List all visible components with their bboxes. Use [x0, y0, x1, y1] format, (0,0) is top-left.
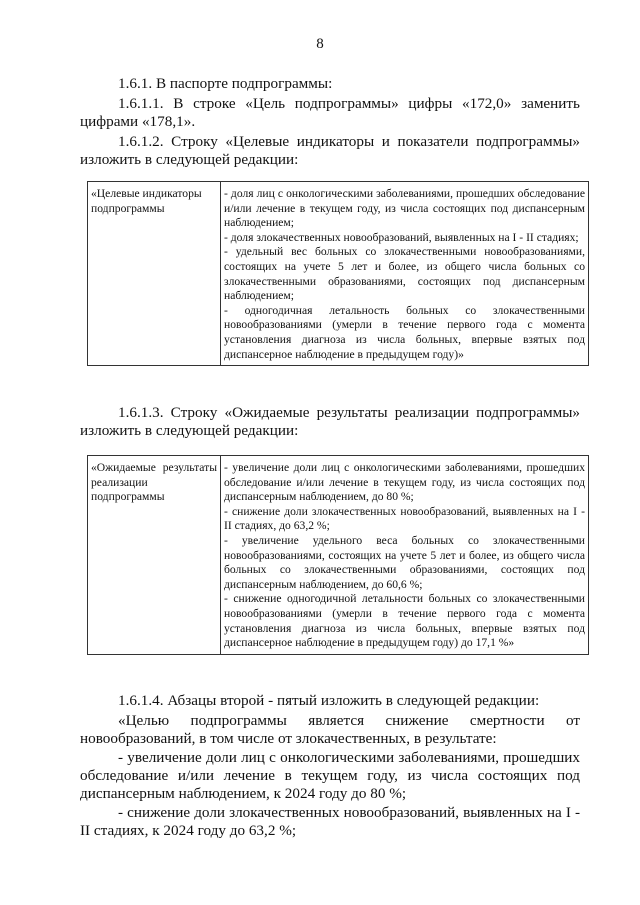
list-item: - увеличение доли лиц с онкологическими заболеваниями, прошедших обследование и/или лечение в текущем году, из числа состоящих под диспансерным наблюдением, к 2024 году до 80 %;: [80, 749, 580, 802]
indicators-content-cell: [221, 182, 589, 366]
indicators-label-cell: «Целевые индикаторы подпрограммы: [88, 182, 221, 366]
table-row: [88, 456, 589, 655]
list-item: - снижение одногодичной летальности больных со злокачественными новообразованиями (умерли в течение первого года с момента установления диагноза из числа больных, впервые взятых под диспансерное наблюдение в предыдущем году) до 17,1 %»: [224, 592, 585, 650]
list-item: - снижение доли злокачественных новообразований, выявленных на I - II стадиях, к 2024 году до 63,2 %;: [80, 804, 580, 839]
list-item: - одногодичная летальность больных со злокачественными новообразованиями (умерли в течение первого года с момента установления диагноза из числа больных, впервые взятых под диспансерное наблюдение в предыдущем году)»: [224, 303, 585, 361]
section-1-6-1-3: 1.6.1.3. Строку «Ожидаемые результаты реализации подпрограммы» изложить в следующей редакции:: [80, 404, 580, 439]
section-1-6-1-4: 1.6.1.4. Абзацы второй - пятый изложить в следующей редакции:: [118, 692, 540, 709]
indicators-table: [87, 181, 589, 366]
results-label-cell: «Ожидаемые результаты реализации подпрограммы: [88, 456, 221, 655]
list-item: - снижение доли злокачественных новообразований, выявленных на I - II стадиях, до 63,2 %;: [224, 504, 585, 533]
list-item: - увеличение удельного веса больных со злокачественными новообразованиями, состоящих на учете 5 лет и более, из общего числа больных со злокачественными образованиями, состоящих под диспансерным наблюдением, до 60,6 %;: [224, 533, 585, 591]
section-1-6-1-1: 1.6.1.1. В строке «Цель подпрограммы» цифры «172,0» заменить цифрами «178,1».: [80, 95, 580, 130]
list-item: - доля лиц с онкологическими заболеваниями, прошедших обследование и/или лечение в текущем году, из числа состоящих под диспансерным наблюдением;: [224, 187, 585, 230]
results-content-cell: [221, 456, 589, 655]
results-table: [87, 455, 589, 655]
page-number: 8: [316, 36, 324, 52]
list-item: - увеличение доли лиц с онкологическими заболеваниями, прошедших обследование и/или лечение в текущем году, из числа состоящих под диспансерным наблюдением, до 80 %;: [224, 461, 585, 504]
section-1-6-1: 1.6.1. В паспорте подпрограммы:: [118, 75, 333, 92]
table-row: [88, 182, 589, 366]
section-1-6-1-2: 1.6.1.2. Строку «Целевые индикаторы и показатели подпрограммы» изложить в следующей редакции:: [80, 133, 580, 168]
list-item: - удельный вес больных со злокачественными новообразованиями, состоящих на учете 5 лет и более, из общего числа больных со злокачественными образованиями, состоящих под диспансерным наблюдением;: [224, 245, 585, 303]
list-item: - доля злокачественных новообразований, выявленных на I - II стадиях;: [224, 230, 579, 244]
goal-paragraph: «Целью подпрограммы является снижение смертности от новообразований, в том числе от злокачественных, в результате:: [80, 712, 580, 747]
